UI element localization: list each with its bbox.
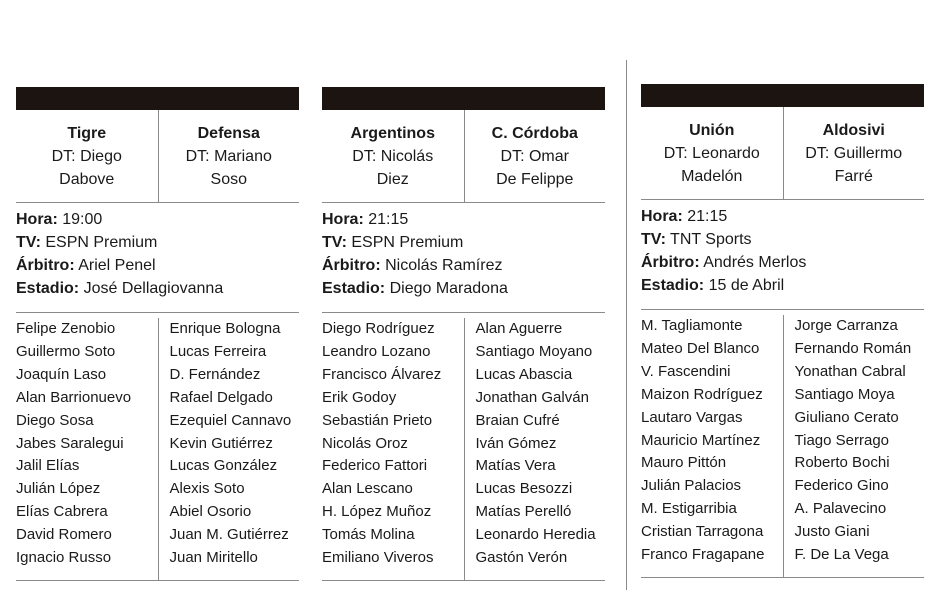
player-name: Cristian Tarragona — [641, 523, 764, 541]
coach-line: DT: Guillermo — [805, 145, 903, 162]
player-name: Federico Fattori — [322, 457, 428, 475]
team-name: Unión — [689, 122, 735, 139]
info-value: ESPN Premium — [351, 234, 464, 251]
player-name: Alan Lescano — [322, 480, 413, 498]
player-name: Roberto Bochi — [794, 454, 890, 472]
player-name: Santiago Moyano — [475, 342, 593, 360]
player-name: Joaquín Laso — [16, 365, 107, 383]
player-name: David Romero — [16, 526, 112, 544]
info-arbitro — [322, 254, 605, 277]
info-value: 19:00 — [62, 211, 103, 228]
teams-row — [322, 110, 605, 203]
player-name: Santiago Moya — [794, 385, 895, 403]
player-name: Mauro Pittón — [641, 454, 727, 472]
info-value: 21:15 — [368, 211, 409, 228]
info-estadio — [322, 277, 605, 300]
player-name: Gastón Verón — [475, 549, 568, 567]
coach-line: Farré — [834, 168, 873, 185]
info-hora — [641, 205, 924, 228]
player-name: Tomás Molina — [322, 526, 415, 544]
info-estadio — [16, 277, 299, 300]
match-info — [322, 203, 605, 313]
player-name: Enrique Bologna — [169, 320, 281, 337]
player-name: Tiago Serrago — [794, 431, 889, 449]
info-value: 15 de Abril — [708, 277, 785, 294]
player-name: Lucas Ferreira — [169, 342, 267, 360]
rosters — [322, 313, 605, 581]
player-name: Fernando Román — [794, 339, 912, 357]
info-value: Nicolás Ramírez — [385, 257, 503, 274]
coach-line: DT: Diego — [51, 148, 122, 165]
match-info — [16, 203, 299, 313]
info-tv — [641, 228, 924, 251]
info-value: Diego Maradona — [389, 280, 508, 297]
player-name: Juan Miritello — [169, 549, 258, 567]
player-name: Jonathan Galván — [475, 388, 589, 406]
player-name: Diego Rodríguez — [322, 320, 435, 337]
info-label: Estadio: — [641, 277, 705, 294]
player-name: Justo Giani — [794, 523, 870, 541]
rosters — [16, 313, 299, 581]
player-name: Matías Vera — [475, 457, 556, 475]
info-tv — [16, 231, 299, 254]
info-hora — [322, 208, 605, 231]
player-name: H. López Muñoz — [322, 503, 432, 521]
match-card — [322, 87, 605, 581]
info-label: TV: — [16, 234, 41, 251]
player-name: Diego Sosa — [16, 411, 94, 429]
player-name: Lucas González — [169, 457, 278, 475]
info-label: Hora: — [641, 208, 683, 225]
player-name: Lautaro Vargas — [641, 408, 743, 426]
team-name: Tigre — [67, 125, 107, 142]
info-value: 21:15 — [687, 208, 728, 225]
player-name: Alexis Soto — [169, 480, 245, 498]
coach-line: Dabove — [59, 171, 115, 188]
player-name: Erik Godoy — [322, 388, 397, 406]
player-name: Lucas Besozzi — [475, 480, 573, 498]
roster-home-players — [641, 315, 783, 577]
player-name: Julián Palacios — [641, 477, 742, 495]
player-name: Elías Cabrera — [16, 503, 108, 521]
player-name: Lucas Abascia — [475, 365, 573, 383]
info-label: Árbitro: — [322, 257, 381, 274]
coach-line: DT: Mariano — [185, 148, 272, 165]
player-name: M. Tagliamonte — [641, 317, 743, 334]
player-name: Emiliano Viveros — [322, 549, 434, 567]
team-away — [158, 110, 300, 202]
teams-row — [641, 107, 924, 200]
info-label: Estadio: — [16, 280, 80, 297]
team-away — [783, 107, 925, 199]
player-name: Abiel Osorio — [169, 503, 252, 521]
player-name: Sebastián Prieto — [322, 411, 433, 429]
match-card — [16, 87, 299, 581]
player-name: F. De La Vega — [794, 546, 889, 564]
coach-line: Soso — [210, 171, 247, 188]
info-label: TV: — [641, 231, 666, 248]
player-name: Ignacio Russo — [16, 549, 112, 567]
info-label: Estadio: — [322, 280, 386, 297]
player-name: Giuliano Cerato — [794, 408, 899, 426]
player-name: M. Estigarribia — [641, 500, 737, 518]
team-home — [641, 107, 783, 199]
player-name: Ezequiel Cannavo — [169, 411, 292, 429]
player-name: Juan M. Gutiérrez — [169, 526, 289, 544]
info-label: Árbitro: — [641, 254, 700, 271]
player-name: Matías Perelló — [475, 503, 572, 521]
player-name: Iván Gómez — [475, 434, 557, 452]
coach-line: De Felippe — [496, 171, 574, 188]
team-name: Defensa — [197, 125, 260, 142]
coach-line: Madelón — [681, 168, 743, 185]
info-value: TNT Sports — [670, 231, 752, 248]
player-name: A. Palavecino — [794, 500, 887, 518]
roster-away-players — [158, 318, 300, 580]
header-bar — [322, 87, 605, 110]
team-away — [464, 110, 606, 202]
info-hora — [16, 208, 299, 231]
info-value: Andrés Merlos — [703, 254, 807, 271]
player-name: Julián López — [16, 480, 101, 498]
team-name: C. Córdoba — [491, 125, 578, 142]
player-name: Maizon Rodríguez — [641, 385, 763, 403]
team-home — [16, 110, 158, 202]
info-tv — [322, 231, 605, 254]
roster-away-players — [783, 315, 925, 577]
player-name: Rafael Delgado — [169, 388, 273, 406]
teams-row — [16, 110, 299, 203]
coach-line: DT: Leonardo — [663, 145, 760, 162]
info-estadio — [641, 274, 924, 297]
team-home — [322, 110, 464, 202]
player-name: Mateo Del Blanco — [641, 339, 760, 357]
player-name: Nicolás Oroz — [322, 434, 408, 452]
player-name: Alan Aguerre — [475, 320, 563, 337]
coach-line: DT: Omar — [500, 148, 569, 165]
player-name: Yonathan Cabral — [794, 362, 906, 380]
player-name: Guillermo Soto — [16, 342, 116, 360]
info-arbitro — [641, 251, 924, 274]
player-name: Mauricio Martínez — [641, 431, 761, 449]
team-name: Aldosivi — [822, 122, 885, 139]
info-arbitro — [16, 254, 299, 277]
roster-away-players — [464, 318, 606, 580]
player-name: V. Fascendini — [641, 362, 731, 380]
player-name: Federico Gino — [794, 477, 889, 495]
coach-line: Diez — [376, 171, 409, 188]
player-name: Alan Barrionuevo — [16, 388, 132, 406]
roster-home-players — [322, 318, 464, 580]
team-name: Argentinos — [350, 125, 435, 142]
player-name: D. Fernández — [169, 365, 261, 383]
info-value: José Dellagiovanna — [83, 280, 224, 297]
header-bar — [641, 84, 924, 107]
coach-line: DT: Nicolás — [352, 148, 434, 165]
player-name: Jorge Carranza — [794, 317, 898, 334]
info-label: TV: — [322, 234, 347, 251]
match-card — [641, 84, 924, 578]
column-divider — [626, 60, 627, 590]
player-name: Felipe Zenobio — [16, 320, 116, 337]
player-name: Leonardo Heredia — [475, 526, 596, 544]
info-value: Ariel Penel — [78, 257, 156, 274]
roster-home-players — [16, 318, 158, 580]
rosters — [641, 310, 924, 578]
player-name: Franco Fragapane — [641, 546, 765, 564]
match-info — [641, 200, 924, 310]
header-bar — [16, 87, 299, 110]
info-value: ESPN Premium — [45, 234, 158, 251]
info-label: Hora: — [322, 211, 364, 228]
player-name: Francisco Álvarez — [322, 365, 442, 383]
player-name: Leandro Lozano — [322, 342, 431, 360]
player-name: Kevin Gutiérrez — [169, 434, 273, 452]
player-name: Jabes Saralegui — [16, 434, 124, 452]
player-name: Jalil Elías — [16, 457, 80, 475]
info-label: Árbitro: — [16, 257, 75, 274]
info-label: Hora: — [16, 211, 58, 228]
player-name: Braian Cufré — [475, 411, 560, 429]
